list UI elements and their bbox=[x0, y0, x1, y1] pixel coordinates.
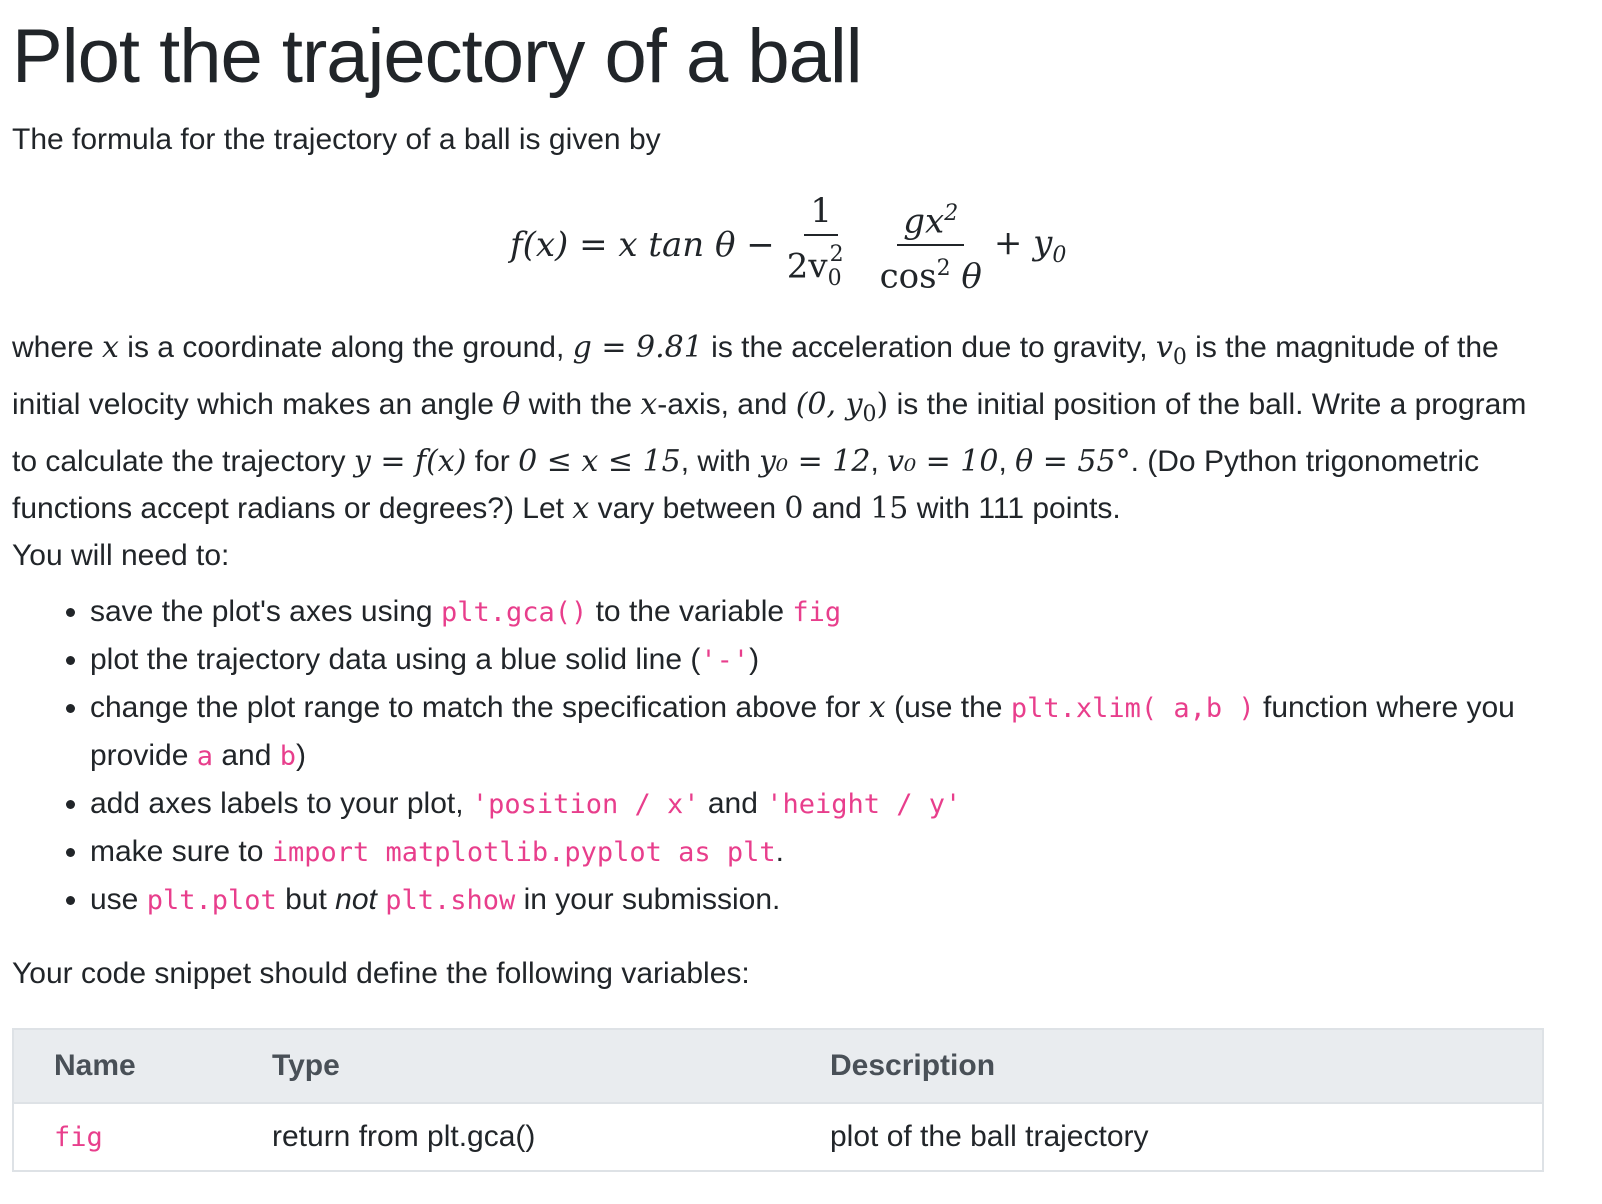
table-header-row bbox=[13, 1029, 1543, 1103]
fraction-1-denominator: $2v_0^2$ bbox=[786, 241, 844, 292]
fraction-1-numerator: 1 bbox=[804, 190, 838, 236]
variables-table bbox=[12, 1028, 1544, 1172]
table-cell-type: return from plt.gca() bbox=[272, 1120, 536, 1153]
table-header-description: Description bbox=[790, 1029, 1543, 1103]
table-row bbox=[13, 1103, 1543, 1171]
equation-lhs: f(x) = x tan θ − bbox=[510, 225, 775, 265]
table-header-type: Type bbox=[232, 1029, 790, 1103]
table-cell-name: fig bbox=[54, 1122, 103, 1153]
list-item: • change the plot range to match the specification above for x (use the plt.xlim( a,b ) function where you provide a and b) bbox=[90, 684, 1540, 780]
equation-fraction-1 bbox=[781, 190, 862, 300]
requirements-list bbox=[0, 588, 1540, 924]
equation-rhs: + $y_0$ bbox=[993, 222, 1067, 268]
trajectory-equation bbox=[510, 190, 1066, 300]
equation-fraction-2 bbox=[874, 193, 988, 298]
intro-text: The formula for the trajectory of a ball is given by bbox=[12, 123, 661, 156]
table-header-name: Name bbox=[13, 1029, 232, 1103]
page-title: Plot the trajectory of a ball bbox=[12, 14, 862, 99]
list-item: • save the plot's axes using plt.gca() to the variable fig bbox=[90, 588, 1540, 636]
fraction-2-denominator: $\cos^2 \theta$ bbox=[879, 256, 982, 297]
list-item: • use plt.plot but not plt.show in your submission. bbox=[90, 876, 1540, 924]
list-item: • add axes labels to your plot, 'position / x' and 'height / y' bbox=[90, 780, 1540, 828]
variables-intro: Your code snippet should define the following variables: bbox=[12, 957, 750, 990]
fraction-2-numerator: $gx^2$ bbox=[897, 193, 964, 246]
description-paragraph: where x is a coordinate along the ground, g = 9.81 is the acceleration due to gravity, $v_0$ is the magnitude of the initial velocity which makes an angle θ with the x-axis, and (0, $y_0$) is the initial position of the ball. Write a program to calculate the trajectory y = f(x) for 0 ≤ x ≤ 15, with y₀ = 12, v₀ = 10, θ = 55°. (Do Python trigonometric functions accept radians or degrees?) Let x vary between 0 and 15 with 111 points. You will need to: bbox=[12, 330, 1527, 572]
list-item: • make sure to import matplotlib.pyplot as plt. bbox=[90, 828, 1540, 876]
table-cell-description: plot of the ball trajectory bbox=[830, 1120, 1149, 1153]
list-item: • plot the trajectory data using a blue solid line ('-') bbox=[90, 636, 1540, 684]
